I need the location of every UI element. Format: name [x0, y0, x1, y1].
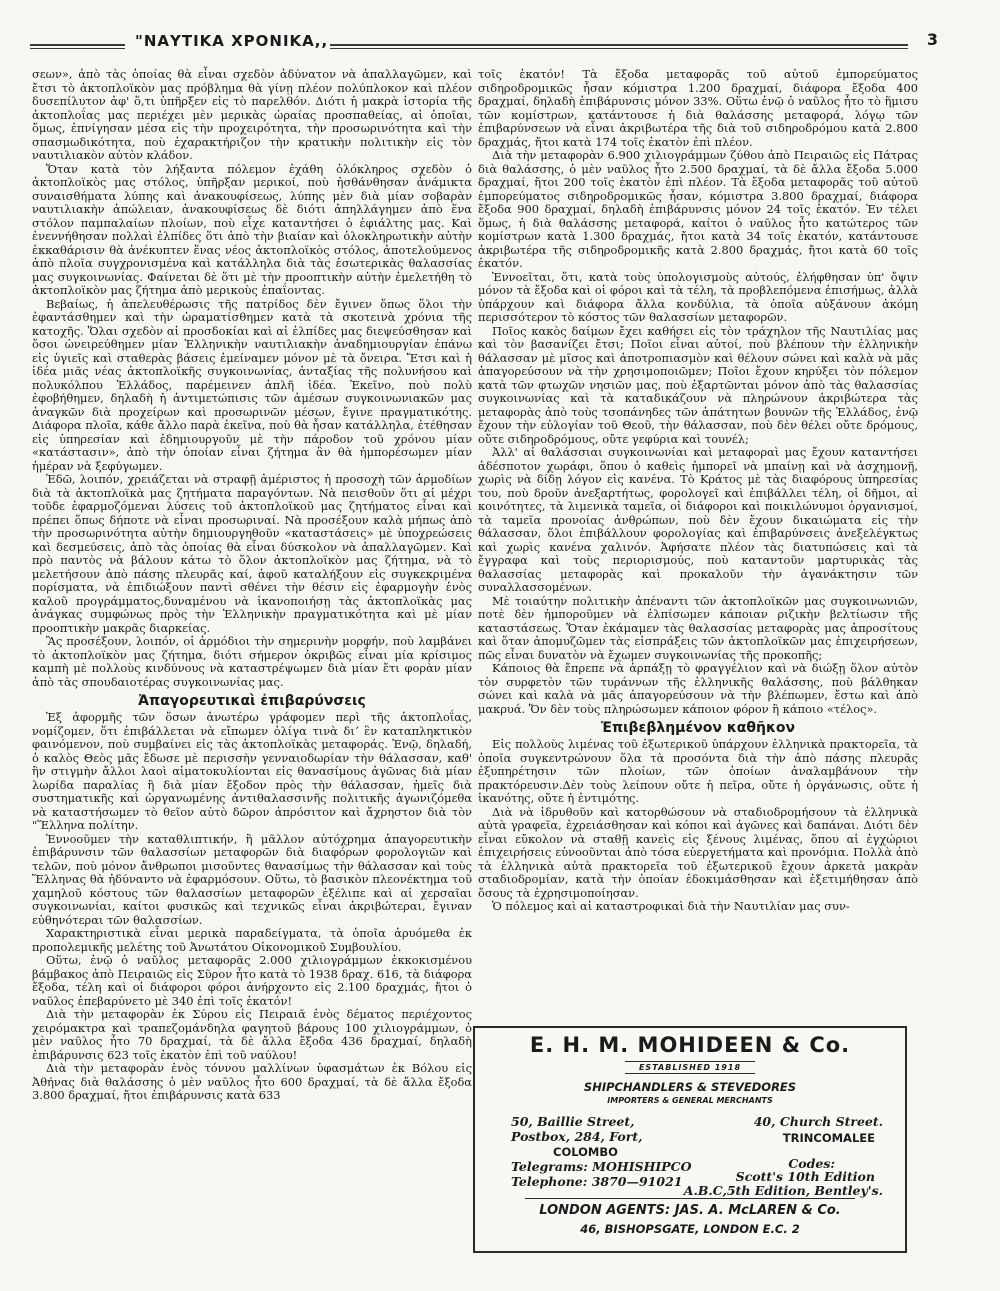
ad-established: [475, 1063, 905, 1072]
ad-city-right: TRINCOMALEE: [782, 1131, 875, 1145]
ad-telephone: Telephone: 3870—91021: [511, 1174, 683, 1189]
paragraph: Βεβαίως, ἡ ἀπελευθέρωσις τῆς πατρίδος δὲν ἔγινεν ὅπως ὅλοι τὴν ἐφαντάσθημεν καὶ τὴν ὡραματίσθημεν κατὰ τὰ σκοτεινὰ χρόνια τῆς κατοχῆς. Ὅλαι σχεδὸν αἱ προσδοκίαι καὶ αἱ ἐλπίδες μας διεψεύσθησαν καὶ ὅσοι ὠνειρεύθημεν μίαν Ἑλληνικὴν ναυτιλιακὴν ἀναδημιουργίαν ἐπάνω εἰς ὑγιεῖς καὶ σταθερὰς βάσεις ἐμείναμεν μόνον μὲ τὰ ὄνειρα. Ἔτσι καὶ ἡ ἰδέα μιᾶς νέας ἀκτοπλοϊκῆς συγκοινωνίας, ἀνταξίας τῆς πολυνήσου καὶ πολυκόλπου Ἑλλάδος, παρέμεινεν ἁπλῆ ἰδέα. Ἐκεῖνο, ποὺ πολὺ ἐφοβήθημεν, δηλαδὴ ἡ ἀντιμετώπισις τῶν ἀμέσων συγκοινωνιακῶν μας ἀναγκῶν διὰ προχείρων καὶ προσωρινῶν μέσων, ἔγινε πραγματικότης. Διάφορα πλοῖα, κάθε ἄλλο παρὰ ἐκεῖνα, ποὺ θὰ ἦσαν κατάλληλα, ἐτέθησαν εἰς ὑπηρεσίαν καὶ ἐδημιουργοῦν μὲ τὴν πάροδον τοῦ χρόνου μίαν «κατάστασιν», ἀπὸ τὴν ὁποίαν εἶναι ζήτημα ἂν θὰ ἠμπορέσωμεν μίαν ἡμέραν νὰ ξεφύγωμεν.: [32, 296, 472, 473]
paragraph: Ὁ πόλεμος καὶ αἱ καταστροφικαὶ διὰ τὴν Ναυτιλίαν μας συν-: [492, 899, 850, 913]
ad-company-name: E. H. M. MOHIDEEN & Co.: [529, 1033, 851, 1057]
paragraph: Διὰ τὴν μεταφορὰν ἐκ Σύρου εἰς Πειραιᾶ ἑνὸς δέματος περιέχοντος χειρόμακτρα καὶ τραπεζομάνδηλα φαγητοῦ βάρους 100 χιλιογράμμων, ὁ μὲν ναῦλος ἦτο 70 δραχμαί, τὰ δὲ ἄλλα ἔξοδα 436 δραχμαί, δηλαδὴ ἐπιβάρυνσις 623 τοῖς ἑκατὸν ἐπὶ τοῦ ναύλου!: [32, 1007, 472, 1062]
section-heading: Ἀπαγορευτικαὶ ἐπιβαρύνσεις: [138, 693, 366, 709]
ad-address-right-1: 40, Church Street.: [753, 1114, 883, 1129]
paragraph: Κάποιος θὰ ἔπρεπε νὰ ἁρπάξῃ τὸ φραγγέλιον καὶ νὰ διώξῃ ὅλον αὐτὸν τὸν συρφετὸν τῶν τυράννων τῆς ἑλληνικῆς θαλάσσης, ποὺ βάλθηκαν σώνει καὶ καλὰ νὰ μᾶς ἀπαγορεύσουν νὰ τὴν βλέπωμεν, ἔστω καὶ ἀπὸ μακρυά. Ὅν δὲν τοὺς πληρώσωμεν κάποιον φόρον ἢ κάποιο «τέλος».: [478, 661, 918, 716]
paragraph: σεων», ἀπὸ τὰς ὁποίας θὰ εἶναι σχεδὸν ἀδύνατον νὰ ἀπαλλαγῶμεν, καὶ ἔτσι τὸ ἀκτοπλοϊκὸν μας πρόβλημα θὰ γίνῃ πλέον πολύπλοκον καὶ πλέον δυσεπίλυτον ἀφ' ὅ,τι ὑπῆρξεν εἰς τὸ παρελθόν. Διότι ἡ μακρὰ ἱστορία τῆς ἀκτοπλοΐας μας περιέχει μὲν μερικὰς ὡραίας προσπαθείας, αἱ ὁποῖαι, ὅμως, ἐπνίγησαν μέσα εἰς τὴν προχειρότητα, τὴν προσωρινότητα καὶ τὴν σπασμωδικότητα, ποὺ ἐχαρακτήριζον τὴν κρατικὴν πολιτικὴν εἰς τὸν ναυτιλιακὸν αὐτὸν κλάδον.: [32, 67, 472, 162]
paragraph: τοῖς ἑκατόν! Τὰ ἔξοδα μεταφορᾶς τοῦ αὐτοῦ ἐμπορεύματος σιδηροδρομικῶς ἦσαν κόμιστρα 1.200 δραχμαί, διάφορα ἔξοδα 400 δραχμαί, δηλαδὴ ἐπιβάρυνσις μόνον 33%. Οὕτω ἐνῷ ὁ ναῦλος ἦτο τὸ ἥμισυ τῶν κομίστρων, κατάντουσε ἡ διὰ θαλάσσης μεταφορά, λόγῳ τῶν ἐπιβαρύνσεων νὰ εἶναι ἀκριβωτέρα τῆς διὰ τοῦ σιδηροδρόμου κατὰ 2.800 δραχμάς, ἤτοι κατὰ 174 τοῖς ἑκατὸν ἐπὶ πλέον.: [478, 67, 918, 149]
paragraph: Ἐδῶ, λοιπόν, χρειάζεται νὰ στραφῇ ἀμέριστος ἡ προσοχὴ τῶν ἁρμοδίων διὰ τὰ ἀκτοπλοϊκὰ μας ζητήματα παραγόντων. Νὰ πεισθοῦν ὅτι αἱ μέχρι τοῦδε ἐφαρμοζόμεναι λύσεις τοῦ ἀκτοπλοϊκοῦ μας ζητήματος εἶναι καὶ πρέπει ὅπως δήποτε νὰ εἶναι προσωριναί. Νὰ προσέξουν καλὰ μήπως ἀπὸ τὴν προσωρινότητα αὐτὴν δημιουργηθοῦν «καταστάσεις» μὲ ὑποχρεώσεις καὶ δεσμεύσεις, ἀπὸ τὰς ὁποίας θὰ εἶναι δύσκολον νὰ ἀπαλλαγῶμεν. Καὶ πρὸ παντὸς νὰ βάλουν κάτω τὸ ὅλον ἀκτοπλοϊκὸν μας ζήτημα, νὰ τὸ μελετήσουν ἀπὸ πάσης πλευρᾶς καί, ἀφοῦ καταλήξουν εἰς συγκεκριμένα πορίσματα, νὰ ἐπιδιώξουν παντὶ σθένει τὴν θέσιν εἰς ἐφαρμογὴν ἑνὸς καλοῦ προγράμματος,δυναμένου νὰ ἱκανοποιήσῃ τὰς ἀκτοπλοϊκὰς μας ἀνάγκας συμφώνως πρὸς τὴν Ἑλληνικὴν πραγματικότητα καὶ μὲ μίαν προοπτικὴν μακρᾶς διαρκείας.: [32, 472, 472, 635]
ad-codes-label: Codes:: [788, 1156, 835, 1171]
ad-divider: [525, 1198, 855, 1199]
ad-telegrams: Telegrams: MOHISHIPCO: [511, 1159, 692, 1174]
ad-established-text: ESTABLISHED 1918: [625, 1061, 755, 1074]
paragraph: Οὕτω, ἐνῷ ὁ ναῦλος μεταφορᾶς 2.000 χιλιογράμμων ἐκκοκισμένου βάμβακος ἀπὸ Πειραιῶς εἰς Σῦρον ἦτο κατὰ τὸ 1938 δραχ. 616, τὰ διάφορα ἔξοδα, τέλη καὶ οἱ διάφοροι φόροι ἀνήρχοντο εἰς 2.100 δραχμάς, ἤτοι ὁ ναῦλος ἐπεβαρύνετο μὲ 340 ἐπὶ τοῖς ἑκατόν!: [32, 953, 472, 1008]
right-column: [478, 68, 918, 914]
ad-london-agents-address: 46, BISHOPSGATE, LONDON E.C. 2: [580, 1222, 800, 1236]
section-heading: Ἐπιβεβλημένον καθῆκον: [600, 720, 796, 736]
ad-code-1: Scott's 10th Edition: [735, 1169, 875, 1184]
paragraph: Ἐννοεῖται, ὅτι, κατὰ τοὺς ὑπολογισμοὺς αὐτούς, ἐλήφθησαν ὑπ' ὄψιν μόνον τὰ ἔξοδα καὶ οἱ φόροι καὶ τὰ τέλη, τὰ προβλεπόμενα ἐπισήμως, ἀλλὰ ὑπάρχουν καὶ διάφορα ἄλλα κονδύλια, τὰ ὁποῖα αὐξάνουν ἀκόμη περισσότερον τὸ κόστος τῶν θαλασσίων μεταφορῶν.: [478, 269, 918, 324]
paragraph: Διὰ τὴν μεταφορὰν ἑνὸς τόννου μαλλίνων ὑφασμάτων ἐκ Βόλου εἰς Ἀθήνας διὰ θαλάσσης ὁ μὲν ναῦλος ἦτο 600 δραχμαί, τὰ δὲ ἄλλα ἔξοδα 3.800 δραχμαί, ἤτοι ἐπιβάρυνσις κατὰ 633: [32, 1061, 472, 1102]
paragraph: Διὰ τὴν μεταφορὰν 6.900 χιλιογράμμων ζύθου ἀπὸ Πειραιῶς εἰς Πάτρας διὰ θαλάσσης, ὁ μὲν ναῦλος ἦτο 2.500 δραχμαί, τὰ δὲ ἄλλα ἔξοδα 5.000 δραχμαί, ἤτοι 200 τοῖς ἑκατὸν ἐπὶ πλέον. Τὰ ἔξοδα μεταφορᾶς τοῦ αὐτοῦ ἐμπορεύματος σιδηροδρομικῶς ἦσαν, κόμιστρα 3.800 δραχμαί, διάφορα ἔξοδα 900 δραχμαί, δηλαδὴ ἐπιβάρυνσις μόνον 24 τοῖς ἑκατόν. Ἐν τέλει ὅμως, ἡ διὰ θαλάσσης μεταφορά, καίτοι ὁ ναῦλος ἦτο κατώτερος τῶν κομίστρων κατὰ 1.300 δραχμάς, ἤτοι κατὰ 34 τοῖς ἑκατόν, κατάντουσε ἀκριβωτέρα τῆς σιδηροδρομικῆς κατὰ 2.800 δραχμάς, ἤτοι κατὰ 60 τοῖς ἑκατόν.: [478, 148, 918, 270]
ad-code-2: A.B.C,5th Edition, Bentley's.: [683, 1183, 883, 1198]
ad-importers: IMPORTERS & GENERAL MERCHANTS: [607, 1096, 773, 1105]
ad-london-agents: LONDON AGENTS: JAS. A. McLAREN & Co.: [539, 1203, 841, 1218]
paragraph: Ἀλλ' αἱ θαλάσσιαι συγκοινωνίαι καὶ μεταφοραὶ μας ἔχουν καταντήσει ἀδέσποτον χωράφι, ὅπου ὁ καθεὶς ἠμπορεῖ νὰ μπαίνῃ καὶ νὰ ἀσχημονῇ, χωρὶς νὰ δίδῃ λόγον εἰς κανένα. Τὸ Κράτος μὲ τὰς διαφόρους ὑπηρεσίας του, ποὺ δροῦν ἀνεξαρτήτως, φορολογεῖ καὶ ἐπιβάλλει τέλη, οἱ δῆμοι, αἱ κοινότητες, τὰ λιμενικὰ ταμεῖα, οἱ διάφοροι καὶ ποικιλώνυμοι ὀργανισμοί, τὰ ταμεῖα προνοίας ἀνθρώπων, ποὺ δὲν ἔχουν δικαιώματα εἰς τὴν θάλασσαν, ὅλοι ἐπιβάλλουν φορολογίας καὶ ἐπιβαρύνσεις ἀνεξελέγκτως καὶ χωρὶς κανένα χαλινόν. Ἀφήσατε πλέον τὰς διατυπώσεις καὶ τὰ ἔγγραφα καὶ τοὺς περιορισμούς, ποὺ καταντοῦν μαρτυρικὰς τὰς θαλασσίας μεταφορὰς καὶ προκαλοῦν τὴν ἀγανάκτησιν τῶν συναλλασσομένων.: [478, 445, 918, 594]
ad-address-left-1: 50, Baillie Street,: [511, 1114, 635, 1129]
paragraph: Ἐξ ἀφορμῆς τῶν ὅσων ἀνωτέρω γράφομεν περὶ τῆς ἀκτοπλοΐας, νομίζομεν, ὅτι ἐπιβάλλεται νὰ εἴπωμεν ὀλίγα τινὰ διʼ ἓν καταπληκτικὸν φαινόμενον, ποὺ συμβαίνει εἰς τὰς ἀκτοπλοϊκὰς μεταφοράς. Ἐνῷ, δηλαδή, ὁ καλὸς Θεὸς μᾶς ἔδωσε μὲ περισσὴν γενναιοδωρίαν τὴν θάλασσαν, καθ' ἣν στιγμὴν ἄλλοι λαοὶ αἱματοκυλίονται εἰς θανασίμους ἀγῶνας διὰ μίαν λωρίδα παραλίας ἢ διὰ μίαν ἔξοδον πρὸς τὴν θάλασσαν, ἡμεῖς διὰ συστηματικῆς καὶ ὠργανωμένης ἀντιθαλασσινῆς πολιτικῆς ἀγωνιζόμεθα νὰ καταστήσωμεν τὸ θεῖον αὐτὸ δῶρον ἀπρόσιτον καὶ ἄχρηστον διὰ τὸν "Ἕλληνα πολίτην.: [32, 710, 472, 832]
paragraph: Χαρακτηριστικὰ εἶναι μερικὰ παραδείγματα, τὰ ὁποῖα ἀρυόμεθα ἐκ προπολεμικῆς μελέτης τοῦ Ἀνωτάτου Οἰκονομικοῦ Συμβουλίου.: [32, 926, 472, 954]
paragraph: Εἰς πολλοὺς λιμένας τοῦ ἐξωτερικοῦ ὑπάρχουν ἑλληνικὰ πρακτορεῖα, τὰ ὁποῖα συγκεντρώνουν ὅλα τὰ προσόντα διὰ τὴν ἀπὸ πάσης πλευρᾶς ἐξυπηρέτησιν τῶν πλοίων, τῶν ὁποίων ἀναλαμβάνουν τὴν πρακτόρευσιν.Δὲν τοὺς λείπουν οὔτε ἡ πεῖρα, οὔτε ἡ ὀργάνωσις, οὔτε ἡ ἱκανότης, οὔτε ἡ ἐντιμότης.: [478, 737, 918, 805]
advertisement-box: [473, 1026, 907, 1253]
header-rule-left: [30, 44, 125, 46]
paragraph: Μὲ τοιαύτην πολιτικὴν ἀπέναντι τῶν ἀκτοπλοϊκῶν μας συγκοινωνιῶν, ποτὲ δὲν ἠμποροῦμεν νὰ ἐλπίσωμεν κάποιαν ριζικὴν βελτίωσιν τῆς καταστάσεως. Ὅταν ἐκάμαμεν τὰς θαλασσίας μεταφορὰς μας ἀπροσίτους καὶ ὅταν ἀπομυζῶμεν τὰς εἰσπράξεις τῶν ἀκτοπλοϊκῶν μας ἐπιχειρήσεων, πῶς εἶναι δυνατὸν νὰ ἔχωμεν συγκοινωνίας τῆς προκοπῆς;: [478, 593, 918, 662]
left-column: [32, 68, 472, 1103]
page-number: 3: [926, 30, 938, 49]
paragraph: Ποῖος κακὸς δαίμων ἔχει καθήσει εἰς τὸν τράχηλον τῆς Ναυτιλίας μας καὶ τὸν βασανίζει ἔτσι; Ποῖοι εἶναι αὐτοί, ποὺ βλέπουν τὴν ἑλληνικὴν θάλασσαν μὲ μῖσος καὶ ἀποτροπιασμὸν καὶ θέλουν σώνει καὶ καλὰ νὰ μᾶς ἀπαγορεύσουν νὰ τὴν χρησιμοποιῶμεν; Ποῖοι ἔχουν κηρύξει τὸν πόλεμον κατὰ τῶν φτωχῶν νησιῶν μας, ποὺ ἐξαρτῶνται μόνον ἀπὸ τὰς θαλασσίας συγκοινωνίας καὶ τὰ καταδικάζουν νὰ πληρώνουν ἀκριβώτερα τὰς μεταφορὰς ἀπὸ τοὺς τσοπάνηδες τῶν ἀπάτητων βουνῶν τῆς Ἑλλάδος, ἐνῷ ἔχουν τὴν εὐλογίαν τοῦ Θεοῦ, τὴν θάλασσαν, ποὺ δὲν θέλει οὔτε δρόμους, οὔτε σιδηροδρόμους, οὔτε γεφύρια καὶ τουνέλ;: [478, 323, 918, 446]
page-header: [30, 32, 938, 56]
paragraph: Ὅταν κατὰ τὸν λήξαντα πόλεμον ἐχάθη ὁλόκληρος σχεδὸν ὁ ἀκτοπλοϊκὸς μας στόλος, ὑπῆρξαν μερικοί, ποὺ ἠσθάνθησαν ἀνάμικτα συναισθήματα λύπης καὶ ἀνακουφίσεως, λύπης μὲν διὰ μίαν σοβαρὰν ναυτιλιακὴν ἀπώλειαν, ἀνακουφίσεως δὲ διότι ἀπηλλάγημεν ἀπὸ ἕνα στόλον παμπαλαίων πλοίων, ποὺ εἶχε καταντήσει ὁ ἐφιάλτης μας. Καὶ ἐνεννήθησαν πολλαὶ ἐλπίδες ὅτι ἀπὸ τὴν βιαίαν καὶ ὁλοκληρωτικὴν αὐτὴν ἐκκαθάρισιν θὰ ἀνέκυπτεν ἕνας νέος ἀκτοπλοϊκὸς στόλος, ἀποτελούμενος ἀπὸ πλοῖα συγχρονισμένα καὶ κατάλληλα διὰ τὰς ἐσωτερικὰς θαλασσίας μας συγκοινωνίας. Φαίνεται δὲ ὅτι μὲ τὴν προοπτικὴν αὐτὴν ἐμελετήθη τὸ ἀκτοπλοϊκὸν μας ζήτημα ἀπὸ μερικοὺς ἐπαΐοντας.: [32, 161, 472, 297]
ad-address-left-2: Postbox, 284, Fort,: [511, 1129, 643, 1144]
paragraph: Ἐννοοῦμεν τὴν καταθλιπτικήν, ἢ μᾶλλον αὐτόχρημα ἀπαγορευτικὴν ἐπιβάρυνσιν τῶν θαλασσίων μεταφορῶν διὰ διαφόρων φορολογιῶν καὶ τελῶν, ποὺ μόνον ἄνθρωποι μισοῦντες θανασίμως τὴν θάλασσαν καὶ τοὺς Ἕλληνας θὰ ἠδύναντο νὰ ἐφαρμόσουν. Οὕτω, τὸ βασικὸν πλεονέκτημα τοῦ χαμηλοῦ κόστους τῶν θαλασσίων μεταφορῶν ἐξέλιπε καὶ αἱ χερσαῖαι συγκοινωνίαι, καίτοι φυσικῶς καὶ τεχνικῶς εἶναι ἀκριβώτεραι, ἔγιναν εὐθηνότεραι τῶν θαλασσίων.: [32, 831, 472, 927]
paragraph: Ἂς προσέξουν, λοιπόν, οἱ ἁρμόδιοι τὴν σημερινὴν μορφήν, ποὺ λαμβάνει τὸ ἀκτοπλοϊκὸν μας ζήτημα, διότι σήμερον ὁκριβῶς εἶναι μία κρίσιμος καμπὴ μὲ πολλοὺς κινδύνους νὰ καταστρέψωμεν διὰ μίαν ἔτι φορὰν μίαν ἀπὸ τὰς σπουδαιοτέρας συγκοινωνίας μας.: [32, 634, 472, 689]
paragraph: Διὰ νὰ ἱδρυθοῦν καὶ κατορθώσουν νὰ σταδιοδρομήσουν τὰ ἑλληνικὰ αὐτὰ γραφεῖα, ἐχρειάσθησαν καὶ κόποι καὶ ἀγῶνες καὶ δαπάναι. Διότι δὲν εἶναι εὔκολον νὰ σταθῇ κανεὶς εἰς ξένους λιμένας, ὅπου αἱ ἐγχώριοι ἐπιχειρήσεις εὐνοοῦνται ἀπὸ τόσα εὐεργετήματα καὶ προνόμια. Πολλὰ ἀπὸ τὰ ἑλληνικὰ αὐτὰ πρακτορεῖα τοῦ ἐξωτερικοῦ ἔχουν ἀρκετὰ μακρὰν σταδιοδρομίαν, κατὰ τὴν ὁποίαν ἐδοκιμάσθησαν καὶ ἐξετιμήθησαν ἀπὸ ὅσους τὰ ἐχρησιμοποίησαν.: [478, 804, 918, 900]
ad-services: SHIPCHANDLERS & STEVEDORES: [583, 1080, 797, 1094]
ad-city-left: COLOMBO: [553, 1145, 618, 1159]
masthead: "ΝΑΥΤΙΚΑ ΧΡΟΝΙΚΑ,,: [135, 32, 329, 50]
header-rule-right: [330, 44, 908, 46]
